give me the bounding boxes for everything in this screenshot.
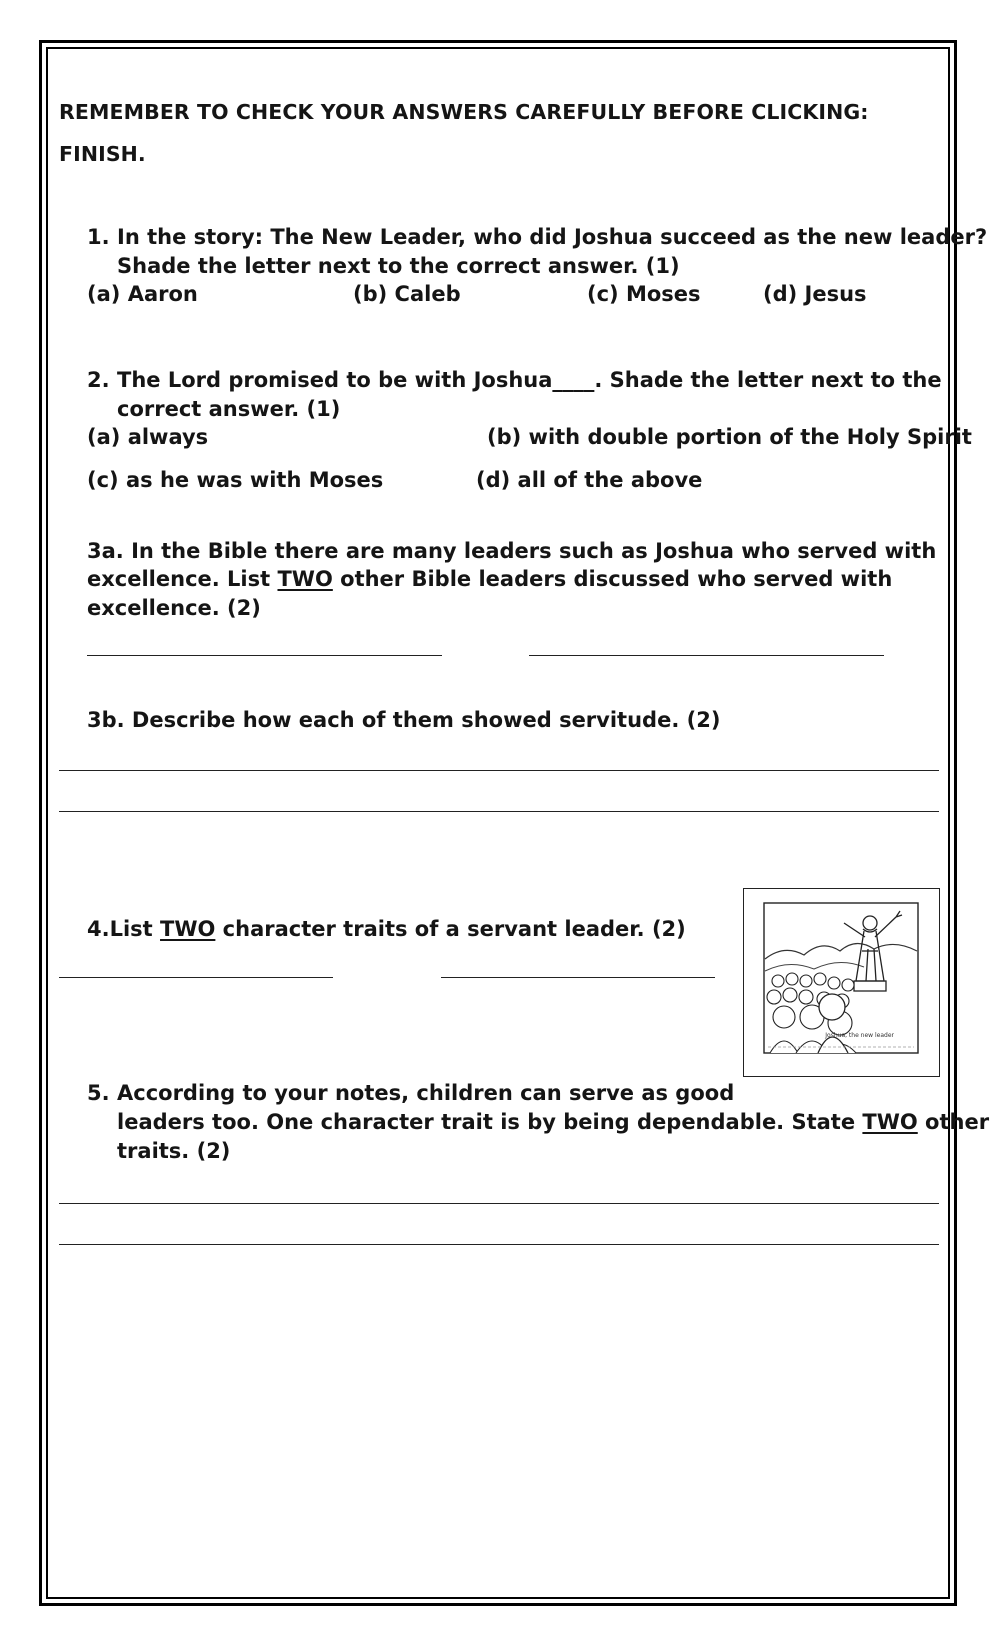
option-text: Jesus: [804, 282, 867, 306]
warning-line-1: REMEMBER TO CHECK YOUR ANSWERS CAREFULLY BEFORE CLICKING:: [59, 100, 869, 124]
q1-option-b[interactable]: [353, 280, 461, 308]
q3b-answer-line-1[interactable]: [59, 770, 939, 771]
q5-line-2-start: leaders too. One character trait is by being dependable. State: [117, 1110, 863, 1134]
q3a-answer-line-2[interactable]: [529, 655, 884, 656]
q2-option-a[interactable]: [87, 423, 208, 451]
option-letter: (d): [763, 282, 798, 306]
option-text: as he was with Moses: [125, 468, 384, 492]
option-letter: (b): [487, 425, 522, 449]
q2-option-d[interactable]: [476, 466, 702, 494]
q2-option-b[interactable]: [487, 423, 972, 451]
q4-emphasis: TWO: [160, 917, 216, 941]
q5-emphasis: TWO: [862, 1110, 918, 1134]
q1-text-line-2: Shade the letter next to the correct answer. (1): [117, 254, 680, 278]
q1-option-a[interactable]: [87, 280, 198, 308]
joshua-illustration: [743, 888, 940, 1077]
q2-number: 2.: [87, 368, 110, 392]
q3a-emphasis: TWO: [277, 567, 333, 591]
q4-answer-line-2[interactable]: [441, 977, 715, 978]
q3a-answer-line-1[interactable]: [87, 655, 442, 656]
option-text: with double portion of the Holy Spirit: [528, 425, 972, 449]
option-letter: (c): [87, 468, 119, 492]
q5-line-2-end: other: [917, 1110, 990, 1134]
q5-answer-line-2[interactable]: [59, 1244, 939, 1245]
option-letter: (c): [587, 282, 619, 306]
q3a-line-2-start: excellence. List: [87, 567, 278, 591]
q5-text-line-3: traits. (2): [117, 1139, 231, 1163]
q5-number: 5.: [87, 1081, 110, 1105]
option-letter: (d): [476, 468, 511, 492]
warning-line-2: FINISH.: [59, 142, 146, 166]
q3a-text-line-1: 3a. In the Bible there are many leaders such as Joshua who served with: [87, 539, 937, 563]
q3b-text: 3b. Describe how each of them showed servitude. (2): [87, 708, 721, 732]
option-text: Aaron: [127, 282, 198, 306]
q3a-text-line-3: excellence. (2): [87, 596, 261, 620]
q1-number: 1.: [87, 225, 110, 249]
option-text: Moses: [625, 282, 701, 306]
q2-text-line-2: correct answer. (1): [117, 397, 341, 421]
option-letter: (a): [87, 282, 121, 306]
q1-option-d[interactable]: [763, 280, 867, 308]
illustration-drawing: [744, 889, 938, 1075]
q4-text-start: 4.List: [87, 917, 161, 941]
q2-option-c[interactable]: [87, 466, 383, 494]
q5-text-line-2: [117, 1108, 989, 1136]
q5-text-line-1: According to your notes, children can serve as good: [117, 1081, 735, 1105]
q4-text-end: character traits of a servant leader. (2): [215, 917, 686, 941]
q2-text-line-1: The Lord promised to be with Joshua____. Shade the letter next to the: [117, 368, 942, 392]
q5-answer-line-1[interactable]: [59, 1203, 939, 1204]
q3a-line-2-end: other Bible leaders discussed who served with: [332, 567, 893, 591]
q1-text-line-1: In the story: The New Leader, who did Joshua succeed as the new leader?: [117, 225, 988, 249]
option-text: all of the above: [517, 468, 703, 492]
q3b-answer-line-2[interactable]: [59, 811, 939, 812]
q1-option-c[interactable]: [587, 280, 701, 308]
option-text: always: [127, 425, 209, 449]
q4-answer-line-1[interactable]: [59, 977, 333, 978]
option-letter: (a): [87, 425, 121, 449]
option-text: Caleb: [394, 282, 461, 306]
q4-text: [87, 915, 686, 943]
option-letter: (b): [353, 282, 388, 306]
illustration-caption: Joshua, the new leader: [825, 1032, 894, 1039]
q3a-text-line-2: [87, 565, 892, 593]
